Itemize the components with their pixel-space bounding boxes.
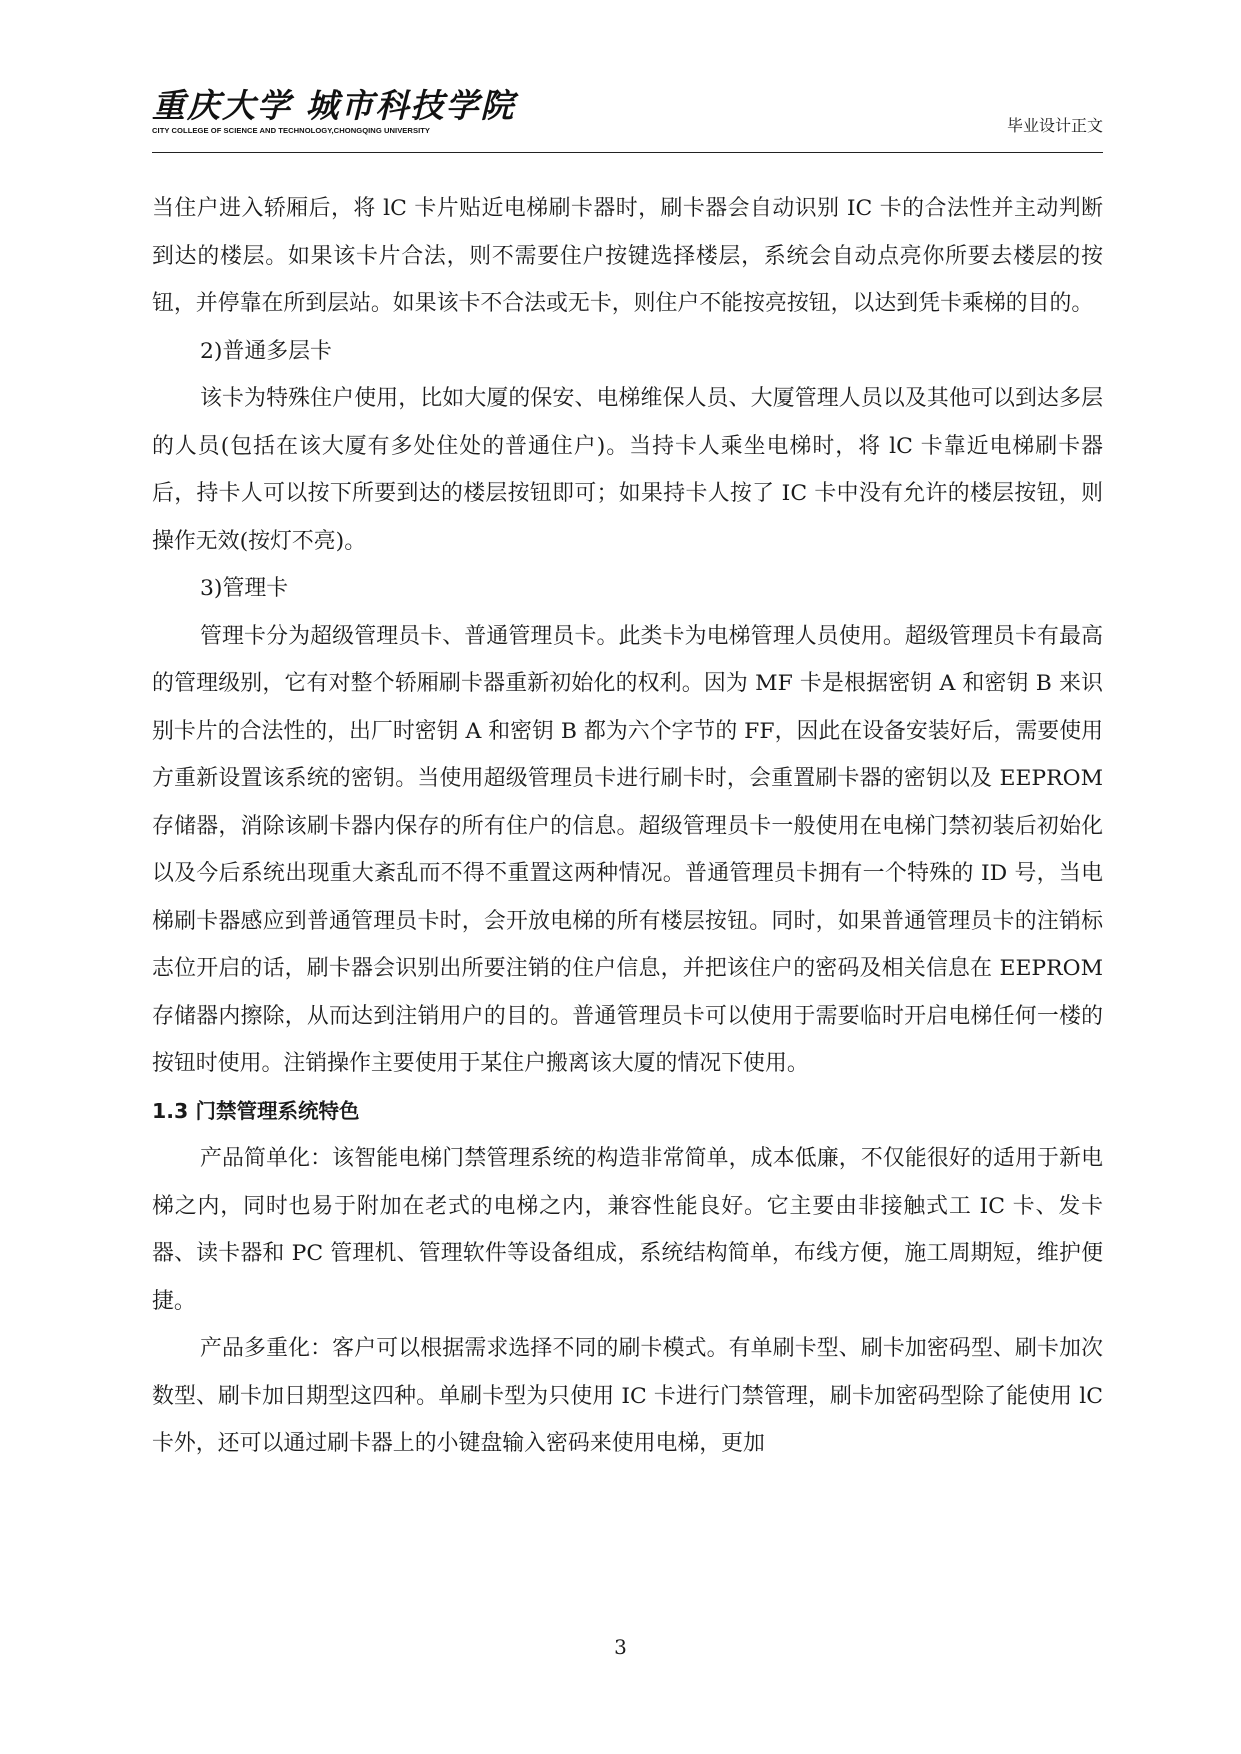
paragraph-resident-card: 当住户进入轿厢后，将 lC 卡片贴近电梯刷卡器时，刷卡器会自动识别 IC 卡的合法性并主动判断到达的楼层。如果该卡片合法，则不需要住户按键选择楼层，系统会自动点亮你所要去楼层的按钮，并停靠在所到层站。如果该卡不合法或无卡，则住户不能按亮按钮，以达到凭卡乘梯的目的。	[152, 196, 1103, 316]
section-heading: 1.3 门禁管理系统特色	[152, 1098, 360, 1123]
page-header	[152, 86, 1103, 152]
header-divider	[152, 152, 1103, 153]
page-number: 3	[614, 1635, 627, 1659]
logo-english-name: CITY COLLEGE OF SCIENCE AND TECHNOLOGY,CHONGQING UNIVERSITY	[152, 126, 431, 135]
paragraph-multi-floor-card: 该卡为特殊住户使用，比如大厦的保安、电梯维保人员、大厦管理人员以及其他可以到达多层的人员(包括在该大厦有多处住处的普通住户)。当持卡人乘坐电梯时，将 lC 卡靠近电梯刷卡器后，持卡人可以按下所要到达的楼层按钮即可；如果持卡人按了 IC 卡中没有允许的楼层按钮，则操作无效(按灯不亮)。	[152, 386, 1103, 554]
subheading-multi-floor-card: 2)普通多层卡	[200, 338, 332, 364]
paragraph-product-simplicity: 产品简单化：该智能电梯门禁管理系统的构造非常简单，成本低廉，不仅能很好的适用于新电梯之内，同时也易于附加在老式的电梯之内，兼容性能良好。它主要由非接触式工 IC 卡、发卡器、读卡器和 PC 管理机、管理软件等设备组成，系统结构简单，布线方便，施工周期短，维护便捷。	[152, 1146, 1103, 1314]
page-body	[152, 185, 1103, 1468]
university-logo	[152, 86, 516, 136]
header-document-type: 毕业设计正文	[1006, 116, 1103, 135]
paragraph-product-diversity: 产品多重化：客户可以根据需求选择不同的刷卡模式。有单刷卡型、刷卡加密码型、刷卡加次数型、刷卡加日期型这四种。单刷卡型为只使用 IC 卡进行门禁管理，刷卡加密码型除了能使用 lC 卡外，还可以通过刷卡器上的小键盘输入密码来使用电梯，更加	[152, 1336, 1103, 1456]
logo-chinese-name: 重庆大学 城市科技学院	[152, 86, 516, 125]
paragraph-admin-card: 管理卡分为超级管理员卡、普通管理员卡。此类卡为电梯管理人员使用。超级管理员卡有最高的管理级别，它有对整个轿厢刷卡器重新初始化的权利。因为 MF 卡是根据密钥 A 和密钥 B 来识别卡片的合法性的，出厂时密钥 A 和密钥 B 都为六个字节的 FF，因此在设备安装好后，需要使用方重新设置该系统的密钥。当使用超级管理员卡进行刷卡时，会重置刷卡器的密钥以及 EEPROM 存储器，消除该刷卡器内保存的所有住户的信息。超级管理员卡一般使用在电梯门禁初装后初始化以及今后系统出现重大紊乱而不得不重置这两种情况。普通管理员卡拥有一个特殊的 ID 号，当电梯刷卡器感应到普通管理员卡时，会开放电梯的所有楼层按钮。同时，如果普通管理员卡的注销标志位开启的话，刷卡器会识别出所要注销的住户信息，并把该住户的密码及相关信息在 EEPROM 存储器内擦除，从而达到注销用户的目的。普通管理员卡可以使用于需要临时开启电梯任何一楼的按钮时使用。注销操作主要使用于某住户搬离该大厦的情况下使用。	[152, 623, 1103, 1076]
subheading-admin-card: 3)管理卡	[200, 576, 289, 601]
